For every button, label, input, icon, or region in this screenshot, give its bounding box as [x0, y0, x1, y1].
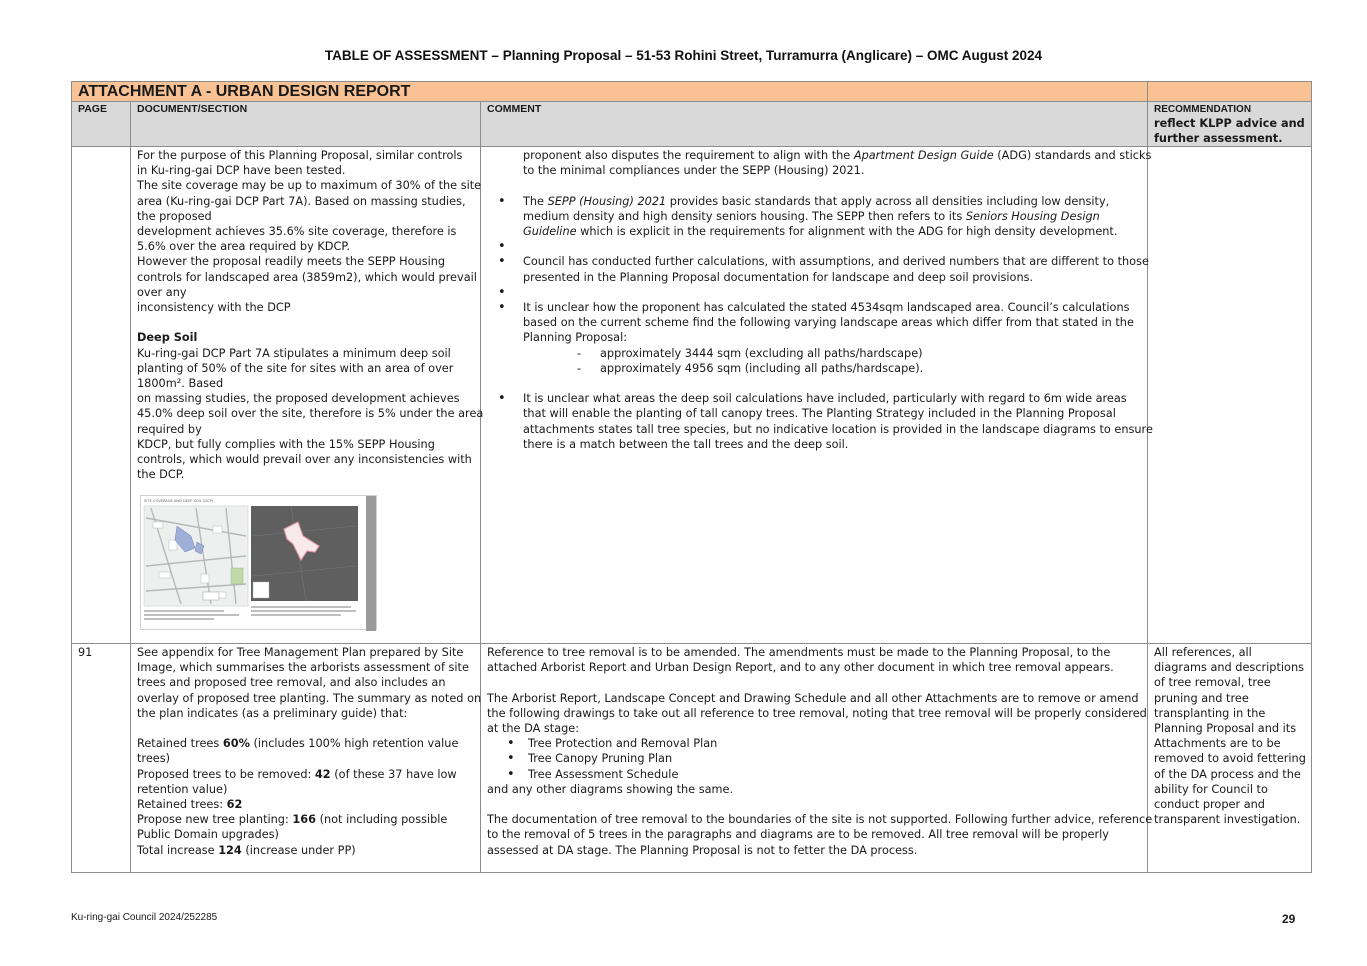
comment-bullet: • Council has conducted further calculations, with assumptions, and derived numbers that are different to those presented in the Planning Proposal documentation for landscape and deep soil provisions.: [487, 254, 1141, 284]
diagram-title: SITE COVERAGE AND DEEP SOIL (DCP): [144, 499, 214, 504]
stat-line: Retained trees: 62: [137, 798, 243, 812]
comment-line: Reference to tree removal is to be amended. The amendments must be made to the Planning Proposal, to the: [487, 646, 1111, 659]
section-title: ATTACHMENT A - URBAN DESIGN REPORT: [72, 82, 1148, 102]
stat-line: retention value): [137, 782, 228, 796]
doc-line: on massing studies, the proposed development achieves: [137, 392, 460, 406]
header-page: PAGE: [72, 102, 131, 147]
rec-line: Planning Proposal and its: [1154, 722, 1297, 736]
stat-line: Total increase 124 (increase under PP): [137, 843, 356, 857]
comment-line: assessed at DA stage. The Planning Proposal is not to fetter the DA process.: [487, 843, 918, 857]
rec-line: conduct proper and: [1154, 798, 1265, 812]
comment-line: to the removal of 5 trees in the paragraphs and diagrams are to be removed. All tree removal will be properly: [487, 828, 1109, 842]
row1-page: [72, 147, 131, 644]
comment-line: The documentation of tree removal to the boundaries of the site is not supported. Following further advice, reference: [487, 813, 1153, 827]
comment-bullet: • It is unclear how the proponent has calculated the stated 4534sqm landscaped area. Council’s calculations based on the current scheme find the following varying landscape areas which differ from that stated in the Planning Proposal:: [487, 300, 1141, 346]
header-recommendation: [1148, 102, 1312, 147]
doc-line: inconsistency with the DCP: [137, 301, 291, 315]
doc-line: trees and proposed tree removal, and also includes an: [137, 676, 446, 690]
header-recommendation-label: RECOMMENDATION: [1154, 104, 1252, 115]
row2-comment: [481, 644, 1153, 873]
doc-line: 1800m². Based: [137, 377, 224, 391]
stat-line: Retained trees 60% (includes 100% high retention value: [137, 737, 459, 751]
row1-comment: [481, 147, 1153, 644]
doc-line: the proposed: [137, 209, 212, 223]
doc-line: in Ku-ring-gai DCP have been tested.: [137, 164, 346, 178]
doc-line: See appendix for Tree Management Plan prepared by Site: [137, 646, 464, 659]
doc-line: planting of 50% of the site for sites with an area of over: [137, 361, 454, 375]
header-recommendation-note-2: further assessment.: [1154, 132, 1283, 145]
comment-line: proponent also disputes the requirement to align with the Apartment Design Guide (ADG) standards and sticks: [523, 149, 1152, 162]
drawing-list: [487, 736, 1141, 782]
row2-recommendation: [1148, 644, 1312, 873]
list-item: • Tree Canopy Pruning Plan: [487, 751, 1141, 766]
doc-line: Ku-ring-gai DCP Part 7A stipulates a minimum deep soil: [137, 346, 451, 360]
page-number: 29: [1282, 912, 1296, 926]
doc-line: area (Ku-ring-gai DCP Part 7A). Based on massing studies,: [137, 194, 466, 208]
comment-line: The Arborist Report, Landscape Concept and Drawing Schedule and all other Attachments are to remove or amend: [487, 691, 1139, 705]
stat-line: trees): [137, 752, 171, 766]
comment-line: to the minimal compliances under the SEPP (Housing) 2021.: [523, 164, 865, 178]
stat-line: Propose new tree planting: 166 (not including possible: [137, 813, 448, 827]
rec-line: All references, all: [1154, 646, 1252, 659]
stat-line: Proposed trees to be removed: 42 (of these 37 have low: [137, 767, 457, 781]
doc-line: overlay of proposed tree planting. The summary as noted on: [137, 691, 482, 705]
table-row: [72, 147, 1312, 644]
rec-line: removed to avoid fettering: [1154, 752, 1306, 766]
doc-line: the plan indicates (as a preliminary guide) that:: [137, 706, 408, 720]
document-title: TABLE OF ASSESSMENT – Planning Proposal – 51-53 Rohini Street, Turramurra (Anglicare) – OMC August 2024: [324, 48, 1043, 63]
rec-line: of the DA process and the: [1154, 767, 1301, 781]
doc-line: development achieves 35.6% site coverage, therefore is: [137, 225, 457, 239]
dash-list-item: - approximately 4956 sqm (including all paths/hardscape).: [487, 361, 1141, 376]
doc-line: 5.6% over the area required by KDCP.: [137, 240, 350, 254]
doc-line: However the proposal readily meets the SEPP Housing: [137, 255, 446, 269]
list-item: • Tree Protection and Removal Plan: [487, 736, 1141, 751]
rec-line: diagrams and descriptions: [1154, 661, 1305, 675]
rec-line: pruning and tree: [1154, 691, 1249, 705]
rec-line: Attachments are to be: [1154, 737, 1281, 751]
deep-soil-heading: Deep Soil: [137, 331, 198, 345]
comment-line: attached Arborist Report and Urban Design Report, and to any other document in which tree removal appears.: [487, 661, 1114, 675]
row2-document: [131, 644, 481, 873]
header-row: [72, 102, 1312, 147]
row1-recommendation: [1148, 147, 1312, 644]
comment-line: the following drawings to take out all reference to tree removal, noting that tree removal will be properly considered: [487, 706, 1147, 720]
list-item: • Tree Assessment Schedule: [487, 767, 1141, 782]
doc-line: KDCP, but fully complies with the 15% SEPP Housing: [137, 437, 435, 451]
comment-bullets: [487, 391, 1153, 452]
rec-line: transparent investigation.: [1154, 813, 1301, 827]
doc-line: the DCP.: [137, 468, 185, 482]
doc-line: controls, which would prevail over any inconsistencies with: [137, 453, 472, 467]
comment-line: at the DA stage:: [487, 722, 580, 735]
site-coverage-diagram-graphic: [141, 496, 378, 631]
row2-page: 91: [72, 644, 131, 873]
section-banner-row: [72, 82, 1312, 102]
doc-line: For the purpose of this Planning Proposal, similar controls: [137, 149, 463, 162]
doc-line: controls for landscaped area (3859m2), which would prevail: [137, 270, 477, 284]
rec-line: ability for Council to: [1154, 782, 1268, 796]
header-recommendation-note-1: reflect KLPP advice and: [1154, 117, 1305, 130]
assessment-table: [71, 81, 1312, 873]
footer-reference: Ku-ring-gai Council 2024/252285: [71, 912, 218, 923]
row1-document: [131, 147, 484, 644]
rec-line: transplanting in the: [1154, 706, 1266, 720]
doc-line: Image, which summarises the arborists assessment of site: [137, 661, 469, 675]
section-banner-blank: [1148, 82, 1312, 102]
rec-line: of tree removal, tree: [1154, 676, 1271, 690]
site-coverage-diagram: [140, 495, 377, 630]
stat-line: Public Domain upgrades): [137, 828, 279, 842]
dash-list-item: - approximately 3444 sqm (excluding all paths/hardscape): [487, 346, 1141, 361]
doc-line: The site coverage may be up to maximum of 30% of the site: [137, 179, 482, 193]
header-document-section: DOCUMENT/SECTION: [131, 102, 481, 147]
comment-line: and any other diagrams showing the same.: [487, 782, 734, 796]
comment-bullets: [487, 194, 1149, 346]
comment-bullet: • It is unclear what areas the deep soil calculations have included, particularly with regard to 6m wide areas that will enable the planting of tall canopy trees. The Planting Strategy included in the Planning Proposal attachments states tall tree species, but no indicative location is provided in the landscape diagrams to ensure there is a match between the tall trees and the deep soil.: [487, 391, 1141, 452]
doc-line: 45.0% deep soil over the site, therefore is 5% under the area: [137, 407, 484, 421]
doc-line: over any: [137, 285, 187, 299]
comment-bullet: • The SEPP (Housing) 2021 provides basic standards that apply across all densities including low density, medium density and high density seniors housing. The SEPP then refers to its Seniors Housing Design Guideline which is explicit in the requirements for alignment with the ADG for high density development.: [487, 194, 1141, 240]
doc-line: required by: [137, 422, 202, 436]
header-comment: COMMENT: [481, 102, 1148, 147]
table-row: [72, 644, 1312, 873]
